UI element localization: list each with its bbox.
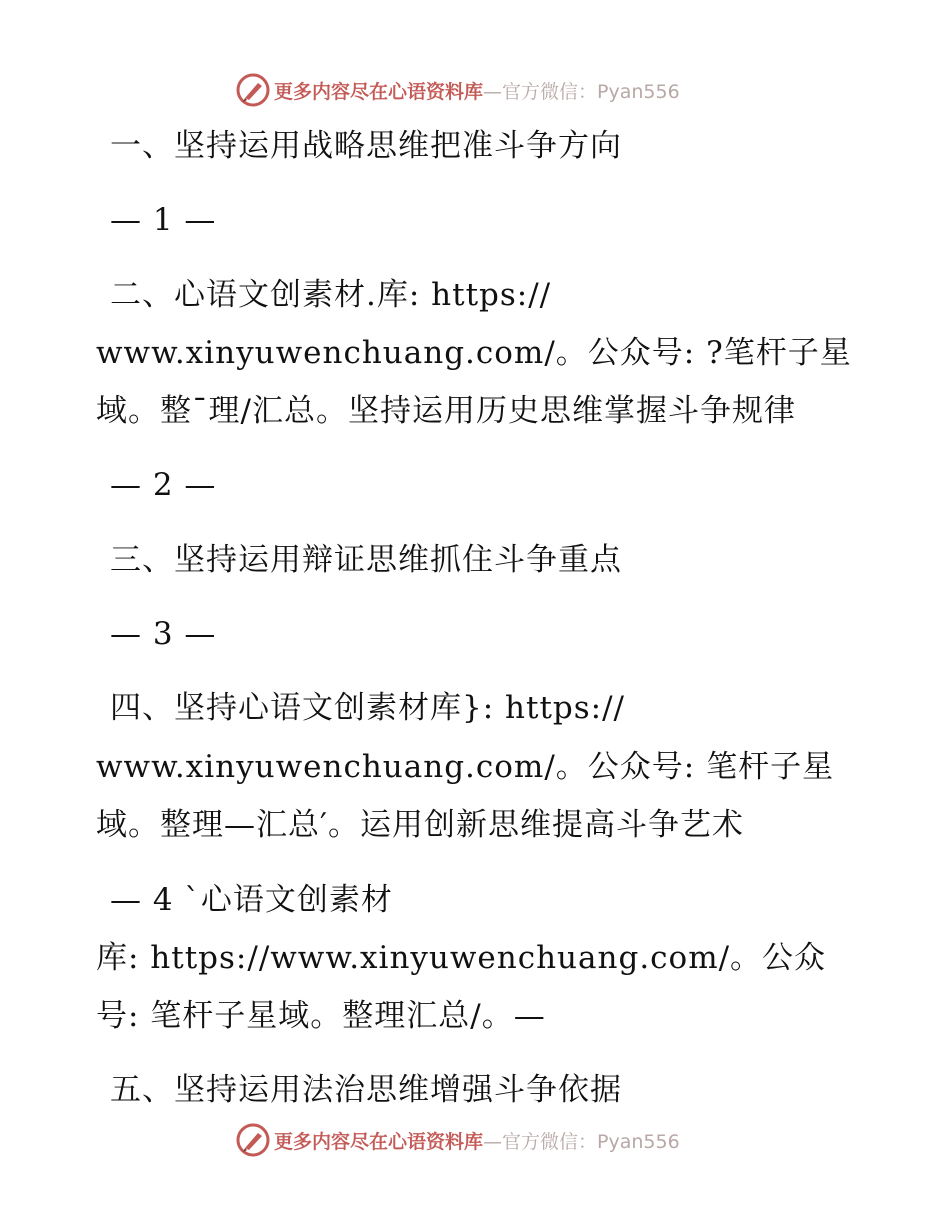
page-marker-3: — 3 — bbox=[110, 616, 217, 652]
section-heading-5: 五、坚持运用法治思维增强斗争依据 bbox=[110, 1072, 622, 1108]
page-marker-2: — 2 — bbox=[110, 467, 217, 503]
text-line: www.xinyuwenchuang.com/。公众号: ?笔杆子星 bbox=[96, 335, 852, 371]
header-watermark bbox=[236, 72, 680, 108]
section-heading-4: 四、坚持心语文创素材库}: https:// bbox=[110, 690, 625, 726]
section-heading-3: 三、坚持运用辩证思维抓住斗争重点 bbox=[110, 542, 622, 578]
text-line: www.xinyuwenchuang.com/。公众号: 笔杆子星 bbox=[96, 749, 835, 785]
pen-logo-icon bbox=[236, 1123, 270, 1157]
page-marker-1: — 1 — bbox=[110, 202, 217, 238]
text-line: 域。整理—汇总′。运用创新思维提高斗争艺术 bbox=[96, 807, 745, 843]
watermark-brand: 更多内容尽在心语资料库 bbox=[274, 80, 484, 103]
section-heading-2: 二、心语文创素材.库: https:// bbox=[110, 277, 552, 313]
watermark-contact: —官方微信：Pyan556 bbox=[483, 80, 680, 103]
pen-logo-icon bbox=[236, 73, 270, 107]
text-line: 号: 笔杆子星域。整理汇总/。— bbox=[96, 998, 546, 1034]
page-marker-4: — 4 `心语文创素材 bbox=[110, 882, 393, 918]
footer-watermark bbox=[236, 1122, 680, 1158]
text-line: 域。整¯理/汇总。坚持运用历史思维掌握斗争规律 bbox=[96, 393, 796, 429]
section-heading-1: 一、坚持运用战略思维把准斗争方向 bbox=[110, 128, 622, 164]
text-line: 库: https://www.xinyuwenchuang.com/。公众 bbox=[96, 940, 827, 976]
watermark-contact: —官方微信：Pyan556 bbox=[483, 1130, 680, 1153]
watermark-brand: 更多内容尽在心语资料库 bbox=[274, 1130, 484, 1153]
